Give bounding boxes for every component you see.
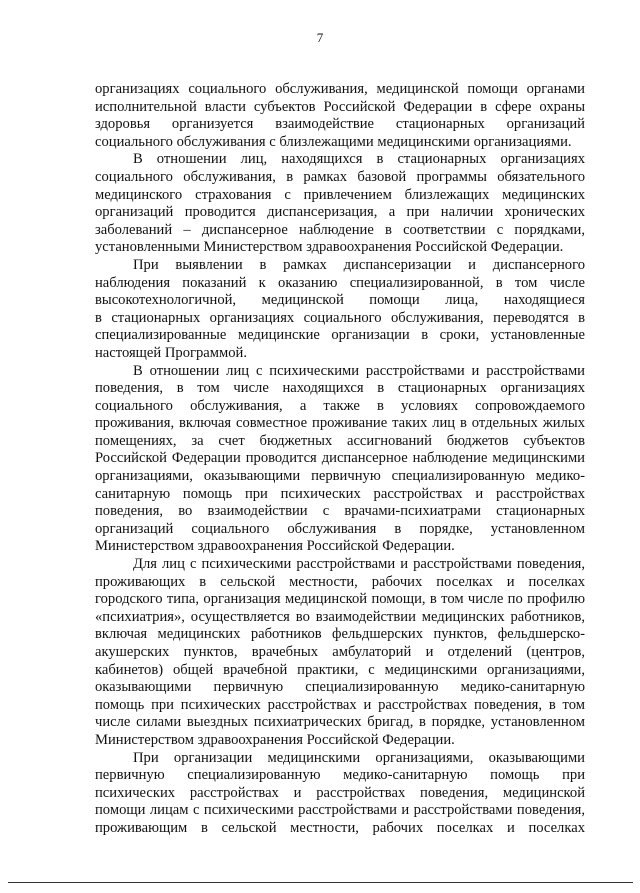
- text-line: организациях социального обслуживания, медицинской помощи органами: [95, 81, 585, 97]
- text-line: включая медицинских работников фельдшерских пунктов, фельдшерско-: [95, 626, 585, 643]
- text-line: кабинетов) общей врачебной практики, с медицинскими организациями,: [95, 661, 585, 678]
- text-line: Для лиц с психическими расстройствами и расстройствами поведения,: [133, 556, 585, 573]
- text-line: помощи лицам с психическими расстройствами и расстройствами поведения,: [95, 802, 585, 819]
- text-line: социального обслуживания, а также в условиях сопровождаемого: [95, 397, 585, 414]
- text-line: В отношении лиц с психическими расстройствами и расстройствами: [133, 362, 585, 379]
- text-line: санитарную помощь при психических расстройствах и расстройствах: [95, 485, 585, 502]
- text-line: числе силами выездных психиатрических бригад, в порядке, установленном: [95, 714, 585, 731]
- paragraph: [95, 363, 585, 557]
- text-line: поведения, во взаимодействии с врачами-психиатрами стационарных: [95, 503, 585, 520]
- text-line: наблюдения показаний к оказанию специализированной, в том числе: [95, 274, 585, 291]
- text-line: в стационарных организациях социального обслуживания, переводятся в: [95, 309, 585, 326]
- text-line: В отношении лиц, находящихся в стационарных организациях: [133, 151, 585, 168]
- text-line: При выявлении в рамках диспансеризации и диспансерного: [133, 256, 585, 273]
- text-line: организаций социального обслуживания в порядке, установленном: [95, 520, 585, 537]
- paragraph: [95, 151, 585, 257]
- text-line: социального обслуживания с близлежащими медицинскими организациями.: [95, 133, 572, 150]
- text-line: специализированные медицинские организации в сроки, установленные: [95, 327, 585, 344]
- paragraph: [95, 556, 585, 750]
- text-line: «психиатрия», осуществляется во взаимодействии медицинских работников,: [95, 608, 585, 625]
- bottom-rule: [8, 882, 633, 883]
- text-line: Российской Федерации проводится диспансерное наблюдение медицинскими: [95, 450, 585, 467]
- text-line: проживающим в сельской местности, рабочих поселках и поселках: [95, 819, 585, 836]
- text-line: исполнительной власти субъектов Российской Федерации в сфере охраны: [95, 98, 585, 115]
- text-line: организациями, оказывающими первичную специализированную медико-: [95, 468, 585, 485]
- text-line: заболеваний – диспансерное наблюдение в соответствии с порядками,: [95, 221, 585, 238]
- text-line: помещениях, за счет бюджетных ассигнований бюджетов субъектов: [95, 432, 585, 449]
- text-line: первичную специализированную медико-санитарную помощь при: [95, 767, 585, 784]
- text-line: психических расстройствах и расстройствах поведения, медицинской: [95, 784, 585, 801]
- text-line: проживания, включая совместное проживание таких лиц в отдельных жилых: [95, 415, 585, 432]
- text-line: организаций проводится диспансеризация, а при наличии хронических: [95, 204, 585, 221]
- text-line: установленными Министерством здравоохранения Российской Федерации.: [95, 239, 564, 256]
- text-line: высокотехнологичной, медицинской помощи лица, находящиеся: [95, 292, 585, 309]
- text-line: Министерством здравоохранения Российской Федерации.: [95, 538, 455, 555]
- page-number: 7: [316, 30, 324, 45]
- text-line: Министерством здравоохранения Российской Федерации.: [95, 731, 455, 748]
- text-line: проживающих в сельской местности, рабочих поселках и поселках: [95, 573, 585, 590]
- text-line: акушерских пунктов, врачебных амбулаторий и отделений (центров,: [95, 644, 585, 660]
- text-line: городского типа, организация медицинской помощи, в том числе по профилю: [95, 591, 585, 608]
- paragraph: [95, 257, 585, 363]
- paragraph: [95, 750, 585, 838]
- text-line: медицинского страхования с привлечением близлежащих медицинских: [95, 186, 585, 203]
- text-line: социального обслуживания, в рамках базовой программы обязательного: [95, 168, 585, 185]
- text-line: оказывающими первичную специализированную медико-санитарную: [95, 679, 585, 696]
- text-line: При организации медицинскими организациями, оказывающими: [133, 749, 585, 766]
- paragraph: [95, 81, 585, 151]
- text-line: поведения, в том числе находящихся в стационарных организациях: [95, 380, 585, 397]
- text-line: настоящей Программой.: [95, 344, 247, 361]
- text-line: здоровья организуется взаимодействие стационарных организаций: [95, 116, 585, 133]
- document-body: [95, 81, 585, 838]
- text-line: помощь при психических расстройствах и расстройствах поведения, в том: [95, 696, 585, 713]
